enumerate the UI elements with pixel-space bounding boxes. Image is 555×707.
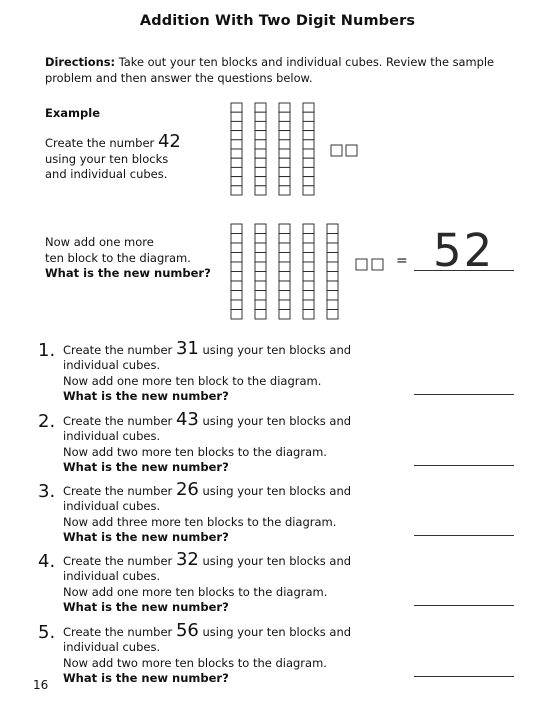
question-line2: individual cubes.	[63, 499, 161, 514]
ten-block-rod	[255, 103, 266, 195]
example-line2: using your ten blocks	[45, 151, 169, 166]
ten-block-rod	[303, 103, 314, 195]
page-number: 16	[33, 678, 49, 692]
question-line3: Now add two more ten blocks to the diagram.	[63, 444, 327, 459]
question-number: 3.	[38, 481, 56, 502]
answer-line[interactable]	[414, 465, 514, 466]
unit-cube	[346, 145, 357, 156]
question-line2: individual cubes.	[63, 640, 161, 655]
question-prompt: What is the new number?	[63, 459, 229, 474]
question-line3: Now add three more ten blocks to the diagram.	[63, 514, 337, 529]
question-text	[63, 479, 393, 545]
example-line1: Create the number	[45, 136, 155, 150]
example-step2-line1: Now add one more	[45, 235, 154, 249]
question-line1-pre: Create the number	[63, 414, 173, 428]
ten-block-rod	[279, 103, 290, 195]
question-number: 5.	[38, 622, 56, 643]
question-line2: individual cubes.	[63, 358, 161, 373]
question-prompt: What is the new number?	[63, 599, 229, 614]
answer-line[interactable]	[414, 605, 514, 606]
question-prompt: What is the new number?	[63, 388, 229, 403]
question-text	[63, 338, 393, 404]
unit-cube	[372, 259, 383, 270]
question-line1-pre: Create the number	[63, 484, 173, 498]
equals-sign: =	[396, 253, 408, 269]
directions-label: Directions:	[45, 55, 116, 69]
question-line3: Now add one more ten blocks to the diagram.	[63, 584, 328, 599]
question-line1-post: using your ten blocks and	[202, 343, 352, 357]
question-line3: Now add one more ten block to the diagram.	[63, 373, 322, 388]
ten-block-rod	[327, 224, 338, 319]
question-line1-post: using your ten blocks and	[202, 554, 352, 568]
question-number: 4.	[38, 551, 56, 572]
question-line1-post: using your ten blocks and	[202, 414, 352, 428]
question-line1-post: using your ten blocks and	[202, 625, 352, 639]
question-line3: Now add two more ten blocks to the diagram.	[63, 655, 327, 670]
example-answer-line	[414, 270, 514, 271]
question-line1-pre: Create the number	[63, 343, 173, 357]
directions-text: Take out your ten blocks and individual cubes. Review the sample problem and then answer the questions below.	[45, 55, 495, 85]
question-number-value: 32	[175, 549, 199, 570]
question-number-value: 56	[175, 620, 199, 641]
question-number: 1.	[38, 340, 56, 361]
question-prompt: What is the new number?	[63, 670, 229, 685]
example-number: 42	[157, 131, 181, 152]
unit-cube	[331, 145, 342, 156]
unit-cube	[356, 259, 367, 270]
ten-block-rod	[255, 224, 266, 319]
page-title: Addition With Two Digit Numbers	[139, 13, 416, 29]
question-number-value: 26	[175, 479, 199, 500]
question-line2: individual cubes.	[63, 569, 161, 584]
ten-block-rod	[231, 224, 242, 319]
question-line1-pre: Create the number	[63, 554, 173, 568]
question-number-value: 43	[175, 409, 199, 430]
question-line1-pre: Create the number	[63, 625, 173, 639]
question-text	[63, 549, 393, 615]
question-text	[63, 620, 393, 686]
ten-block-rod	[303, 224, 314, 319]
ten-block-rod	[279, 224, 290, 319]
question-number: 2.	[38, 411, 56, 432]
question-prompt: What is the new number?	[63, 529, 229, 544]
question-text	[63, 409, 393, 475]
question-line1-post: using your ten blocks and	[202, 484, 352, 498]
question-number-value: 31	[175, 338, 199, 359]
example-label: Example	[45, 106, 100, 120]
example-step2-line2: ten block to the diagram.	[45, 250, 191, 265]
answer-line[interactable]	[414, 676, 514, 677]
example-line3: and individual cubes.	[45, 167, 168, 181]
example-question: What is the new number?	[45, 266, 211, 280]
answer-line[interactable]	[414, 535, 514, 536]
example-answer-handwritten: 52	[433, 224, 495, 277]
answer-line[interactable]	[414, 394, 514, 395]
ten-block-rod	[231, 103, 242, 195]
question-line2: individual cubes.	[63, 429, 161, 444]
